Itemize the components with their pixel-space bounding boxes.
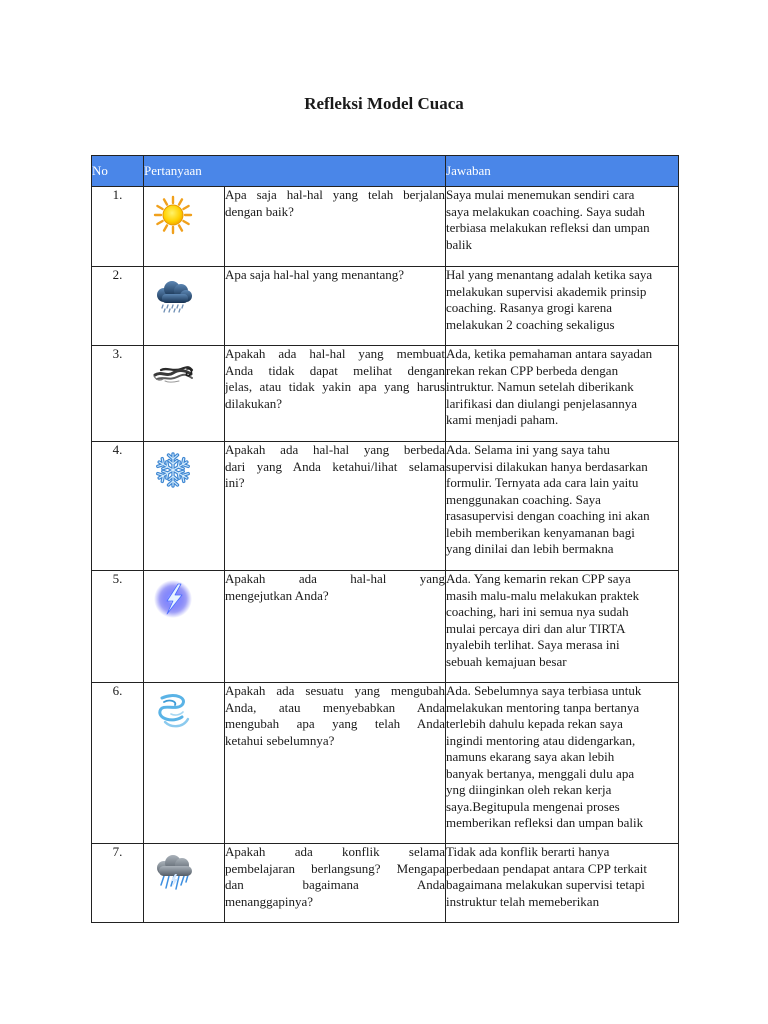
- row-number: 3.: [92, 346, 144, 442]
- answer-line: banyak bertanya, menggali dulu apa: [446, 765, 635, 781]
- header-jawaban: Jawaban: [446, 156, 679, 187]
- question-line: jelas, atau tidak yakin apa yang harus: [225, 379, 446, 394]
- answer-cell: [446, 571, 679, 683]
- answer-line: nyalebih terlihat. Saya merasa ini: [446, 637, 620, 652]
- fog-icon: [151, 354, 195, 394]
- question-cell: [225, 187, 446, 267]
- answer-line: Ada, ketika pemahaman antara sayadan: [446, 346, 653, 361]
- question-cell: [225, 442, 446, 571]
- question-cell: [225, 346, 446, 442]
- table-row: [92, 844, 679, 923]
- question-line: Apakah ada hal-hal yang membuat: [225, 346, 446, 361]
- question-line: Anda, atau menyebabkan Anda: [225, 699, 446, 715]
- icon-cell: [144, 187, 225, 267]
- question-line: ini?: [225, 475, 245, 490]
- question-line: menanggapinya?: [225, 893, 314, 909]
- question-line: mengejutkan Anda?: [225, 587, 329, 603]
- answer-line: namuns ekarang saya akan lebih: [446, 749, 615, 764]
- icon-cell: [144, 346, 225, 442]
- answer-line: supervisi dilakukan hanya berdasarkan: [446, 458, 648, 474]
- lightning-icon: [151, 579, 195, 619]
- tornado-icon: [151, 691, 195, 731]
- reflection-table: [91, 155, 679, 923]
- answer-line: Ada. Yang kemarin rekan CPP saya: [446, 571, 631, 586]
- answer-line: kami menjadi paham.: [446, 412, 559, 427]
- question-cell: [225, 683, 446, 844]
- answer-line: Ada. Selama ini yang saya tahu: [446, 442, 610, 457]
- answer-cell: [446, 844, 679, 923]
- question-line: dengan baik?: [225, 203, 294, 219]
- question-line: Apa saja hal-hal yang telah berjalan: [225, 187, 446, 202]
- answer-line: yng diinginkan oleh rekan kerja: [446, 782, 612, 797]
- table-row: [92, 187, 679, 267]
- answer-cell: [446, 346, 679, 442]
- question-line: Apakah ada hal-hal yang: [225, 571, 446, 586]
- rain-cloud-icon: [151, 275, 195, 315]
- table-row: [92, 267, 679, 346]
- answer-line: rasasupervisi dengan coaching ini akan: [446, 508, 650, 523]
- icon-cell: [144, 844, 225, 923]
- row-number: 2.: [92, 267, 144, 346]
- answer-cell: [446, 683, 679, 844]
- page-title: Refleksi Model Cuaca: [304, 94, 464, 113]
- answer-line: melakukan 2 coaching sekaligus: [446, 316, 615, 332]
- row-number: 7.: [92, 844, 144, 923]
- row-number: 4.: [92, 442, 144, 571]
- sun-icon: [151, 195, 195, 235]
- answer-line: terlebih dahulu kepada rekan saya: [446, 716, 623, 731]
- answer-line: mulai percaya diri dan alur TIRTA: [446, 620, 626, 636]
- answer-line: formulir. Ternyata ada cara lain yaitu: [446, 475, 639, 490]
- answer-line: Tidak ada konflik berarti hanya: [446, 844, 610, 859]
- answer-line: balik: [446, 236, 473, 252]
- table-row: [92, 683, 679, 844]
- table-row: [92, 346, 679, 442]
- answer-line: masih malu-malu melakukan praktek: [446, 587, 640, 603]
- answer-line: melakukan supervisi akademik prinsip: [446, 283, 647, 299]
- answer-line: larifikasi dan diulangi penjelasannya: [446, 395, 637, 411]
- question-line: mengubah apa yang telah Anda: [225, 716, 446, 731]
- header-pertanyaan: Pertanyaan: [144, 156, 446, 187]
- answer-cell: [446, 442, 679, 571]
- question-cell: [225, 844, 446, 923]
- answer-line: instruktur telah memeberikan: [446, 893, 600, 909]
- question-line: Apakah ada konflik selama: [225, 844, 446, 859]
- answer-line: yang dinilai dan lebih bermakna: [446, 541, 614, 556]
- table-row: [92, 571, 679, 683]
- answer-line: terbiasa melakukan refleksi dan umpan: [446, 220, 650, 235]
- answer-line: Saya mulai menemukan sendiri cara: [446, 187, 635, 202]
- answer-line: rekan rekan CPP berbeda dengan: [446, 362, 619, 378]
- answer-line: sebuah kemajuan besar: [446, 653, 567, 669]
- answer-cell: [446, 187, 679, 267]
- answer-line: coaching, hari ini semua nya sudah: [446, 604, 629, 619]
- table-header-row: [92, 156, 679, 187]
- answer-line: saya melakukan coaching. Saya sudah: [446, 203, 645, 219]
- answer-line: memberikan refleksi dan umpan balik: [446, 815, 644, 830]
- answer-line: coaching. Rasanya grogi karena: [446, 300, 613, 315]
- icon-cell: [144, 267, 225, 346]
- answer-line: ingindi mentoring atau didengarkan,: [446, 732, 636, 748]
- question-line: Apa saja hal-hal yang menantang?: [225, 267, 405, 282]
- storm-cloud-icon: [151, 852, 195, 892]
- answer-line: intruktur. Namun setelah diberikank: [446, 379, 634, 394]
- row-number: 6.: [92, 683, 144, 844]
- question-line: Apakah ada hal-hal yang berbeda: [225, 442, 446, 457]
- question-line: Anda tidak dapat melihat dengan: [225, 362, 446, 378]
- answer-line: Hal yang menantang adalah ketika saya: [446, 267, 653, 282]
- question-line: dan bagaimana Anda: [225, 877, 446, 892]
- question-cell: [225, 571, 446, 683]
- question-line: Apakah ada sesuatu yang mengubah: [225, 683, 446, 698]
- row-number: 1.: [92, 187, 144, 267]
- answer-line: bagaimana melakukan supervisi tetapi: [446, 877, 645, 892]
- answer-line: menggunakan coaching. Saya: [446, 491, 601, 507]
- answer-line: saya.Begitupula mengenai proses: [446, 798, 620, 814]
- header-no: No: [92, 156, 144, 187]
- snowflake-icon: [151, 450, 195, 490]
- icon-cell: [144, 683, 225, 844]
- question-line: dari yang Anda ketahui/lihat selama: [225, 458, 446, 474]
- row-number: 5.: [92, 571, 144, 683]
- icon-cell: [144, 571, 225, 683]
- answer-line: lebih memberikan kenyamanan bagi: [446, 524, 635, 540]
- answer-line: Ada. Sebelumnya saya terbiasa untuk: [446, 683, 642, 698]
- answer-line: melakukan mentoring tanpa bertanya: [446, 699, 640, 715]
- question-line: ketahui sebelumnya?: [225, 732, 335, 748]
- question-line: dilakukan?: [225, 395, 283, 411]
- question-line: pembelajaran berlangsung? Mengapa: [225, 860, 446, 876]
- question-cell: [225, 267, 446, 346]
- answer-cell: [446, 267, 679, 346]
- table-row: [92, 442, 679, 571]
- answer-line: perbedaan pendapat antara CPP terkait: [446, 860, 647, 876]
- icon-cell: [144, 442, 225, 571]
